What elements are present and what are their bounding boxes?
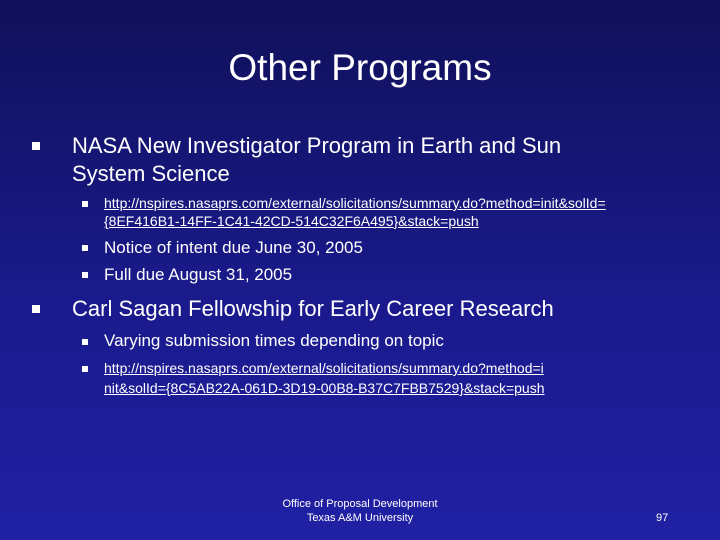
footer-office: Office of Proposal Development bbox=[282, 498, 438, 510]
link-nasa-line2[interactable]: {8EF416B1-14FF-1C41-42CD-514C32F6A495}&stack=push bbox=[104, 213, 479, 229]
link-nasa-line1[interactable]: http://nspires.nasaprs.com/external/solicitations/summary.do?method=init&solId= bbox=[104, 195, 606, 211]
sub-bullet-icon bbox=[82, 245, 88, 251]
bullet-icon bbox=[32, 142, 40, 150]
sub-bullet-icon bbox=[82, 272, 88, 278]
slide-title: Other Programs bbox=[228, 47, 492, 88]
sub-bullet-icon bbox=[82, 201, 88, 207]
footer-university: Texas A&M University bbox=[306, 512, 414, 524]
link-sagan-line2[interactable]: nit&solId={8C5AB22A-061D-3D19-00B8-B37C7FBB7529}&stack=push bbox=[104, 380, 545, 396]
notice-of-intent-text: Notice of intent due June 30, 2005 bbox=[104, 238, 363, 257]
item-sagan: Carl Sagan Fellowship for Early Career Research bbox=[72, 296, 554, 321]
sub-bullet-icon bbox=[82, 339, 88, 345]
item-nasa-line1: NASA New Investigator Program in Earth and Sun bbox=[72, 133, 562, 158]
full-due-text: Full due August 31, 2005 bbox=[104, 265, 293, 284]
item-nasa-line2: System Science bbox=[72, 161, 230, 186]
varying-times-text: Varying submission times depending on topic bbox=[104, 331, 444, 350]
link-sagan-line1[interactable]: http://nspires.nasaprs.com/external/solicitations/summary.do?method=i bbox=[104, 360, 544, 376]
sub-bullet-icon bbox=[82, 366, 88, 372]
page-number: 97 bbox=[656, 512, 669, 524]
footer bbox=[250, 497, 470, 525]
bullet-icon bbox=[32, 305, 40, 313]
